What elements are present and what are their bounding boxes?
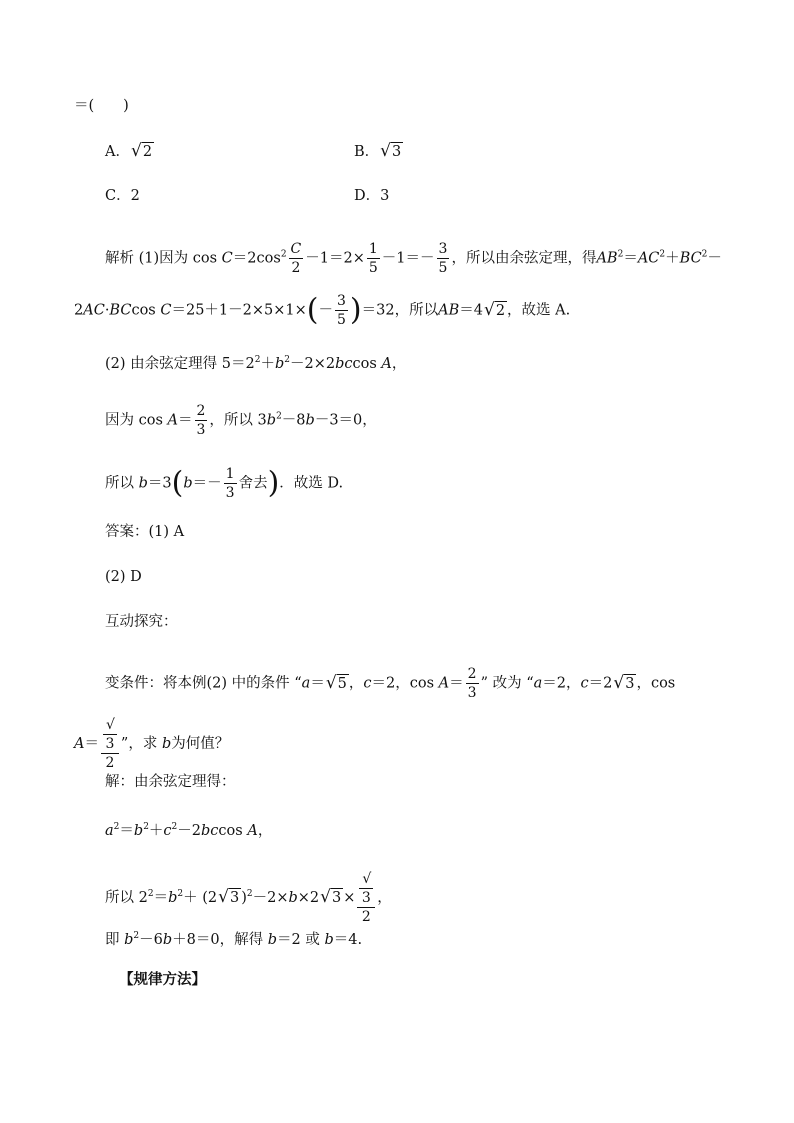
fraction-2-over-3-b: $\frac{2}{3}$: [467, 666, 477, 701]
method-heading: 【规律方法】: [119, 971, 206, 988]
fraction-3-over-5-b: $\frac{3}{5}$: [337, 293, 346, 328]
variant-condition-line-2: A＝ √ 3 2 ”，求 b为何值？: [74, 717, 230, 771]
variant-condition-line-1: 变条件：将本例(2) 中的条件 “a＝√5 ，c＝2，cos A＝ $\frac{2}{3}$ ” 改为 “a＝2，c＝2√3 ，cos: [105, 666, 676, 701]
fraction-1-over-3: $\frac{1}{3}$: [225, 466, 235, 501]
sqrt-sign: √: [380, 141, 391, 161]
fraction-1-over-5: $\frac{1}{5}$: [368, 241, 378, 276]
answer-2: (2) D: [105, 569, 142, 585]
option-a: A．√2: [105, 141, 153, 161]
section-heading-hudong: 互动探究：: [105, 614, 178, 630]
equation-1: $a^2=b^2+c^2-2bccos$ A，: [105, 822, 273, 839]
option-b: B．√3: [354, 141, 402, 161]
fraction-sqrt3-over-2: √ 3 2: [101, 716, 119, 772]
fraction-2-over-3: $\frac{2}{3}$: [196, 403, 206, 438]
fraction-c-over-2: $\frac{C}{2}$: [290, 241, 302, 276]
solution-line-2: 2AC·BCcos C＝25＋1－2×5×1×(－ $\frac{3}{5}$ )＝32，所以AB＝4√2 ，故选 A.: [74, 292, 571, 328]
equation-3: 即 $b^2-6b+8=0$，解得 b＝2 或 b＝4.: [105, 931, 363, 948]
option-d: D．3: [354, 188, 390, 204]
question-stem-tail: ＝( ): [74, 98, 129, 114]
part2-line-2: 因为 cos A＝ $\frac{2}{3}$ ，所以 $3b^2-8b-3=0$，: [105, 403, 377, 438]
answer-1: 答案：(1) A: [105, 524, 185, 540]
part2-line: (2) 由余弦定理得 $5=2^2+b^2-2\times 2bccos$ A，: [105, 355, 407, 372]
part2-line-3: 所以 b＝3(b＝－ $\frac{1}{3}$ 舍去)．故选 D.: [105, 465, 344, 501]
sqrt-sign: √: [130, 141, 142, 161]
fraction-sqrt3-over-2-b: √ 3 2: [357, 870, 375, 926]
option-c: C．2: [105, 188, 140, 204]
solution-line-1: 解析 (1)因为 $\cos C=2\cos^2$ $\frac{C}{2}$ －1＝2× $\frac{1}{5}$ －1＝－ $\frac{3}{5}$ ，所以由余弦定理，得$AB^2=AC^2+BC^2-$: [105, 241, 722, 276]
equation-2: 所以 $2^2=b^2+ (2√3$ )$^2$－2×b×2√3 × √ 3 2 ，: [105, 871, 392, 925]
fraction-3-over-5: $\frac{3}{5}$: [438, 241, 448, 276]
solution-heading: 解：由余弦定理得：: [105, 774, 236, 790]
